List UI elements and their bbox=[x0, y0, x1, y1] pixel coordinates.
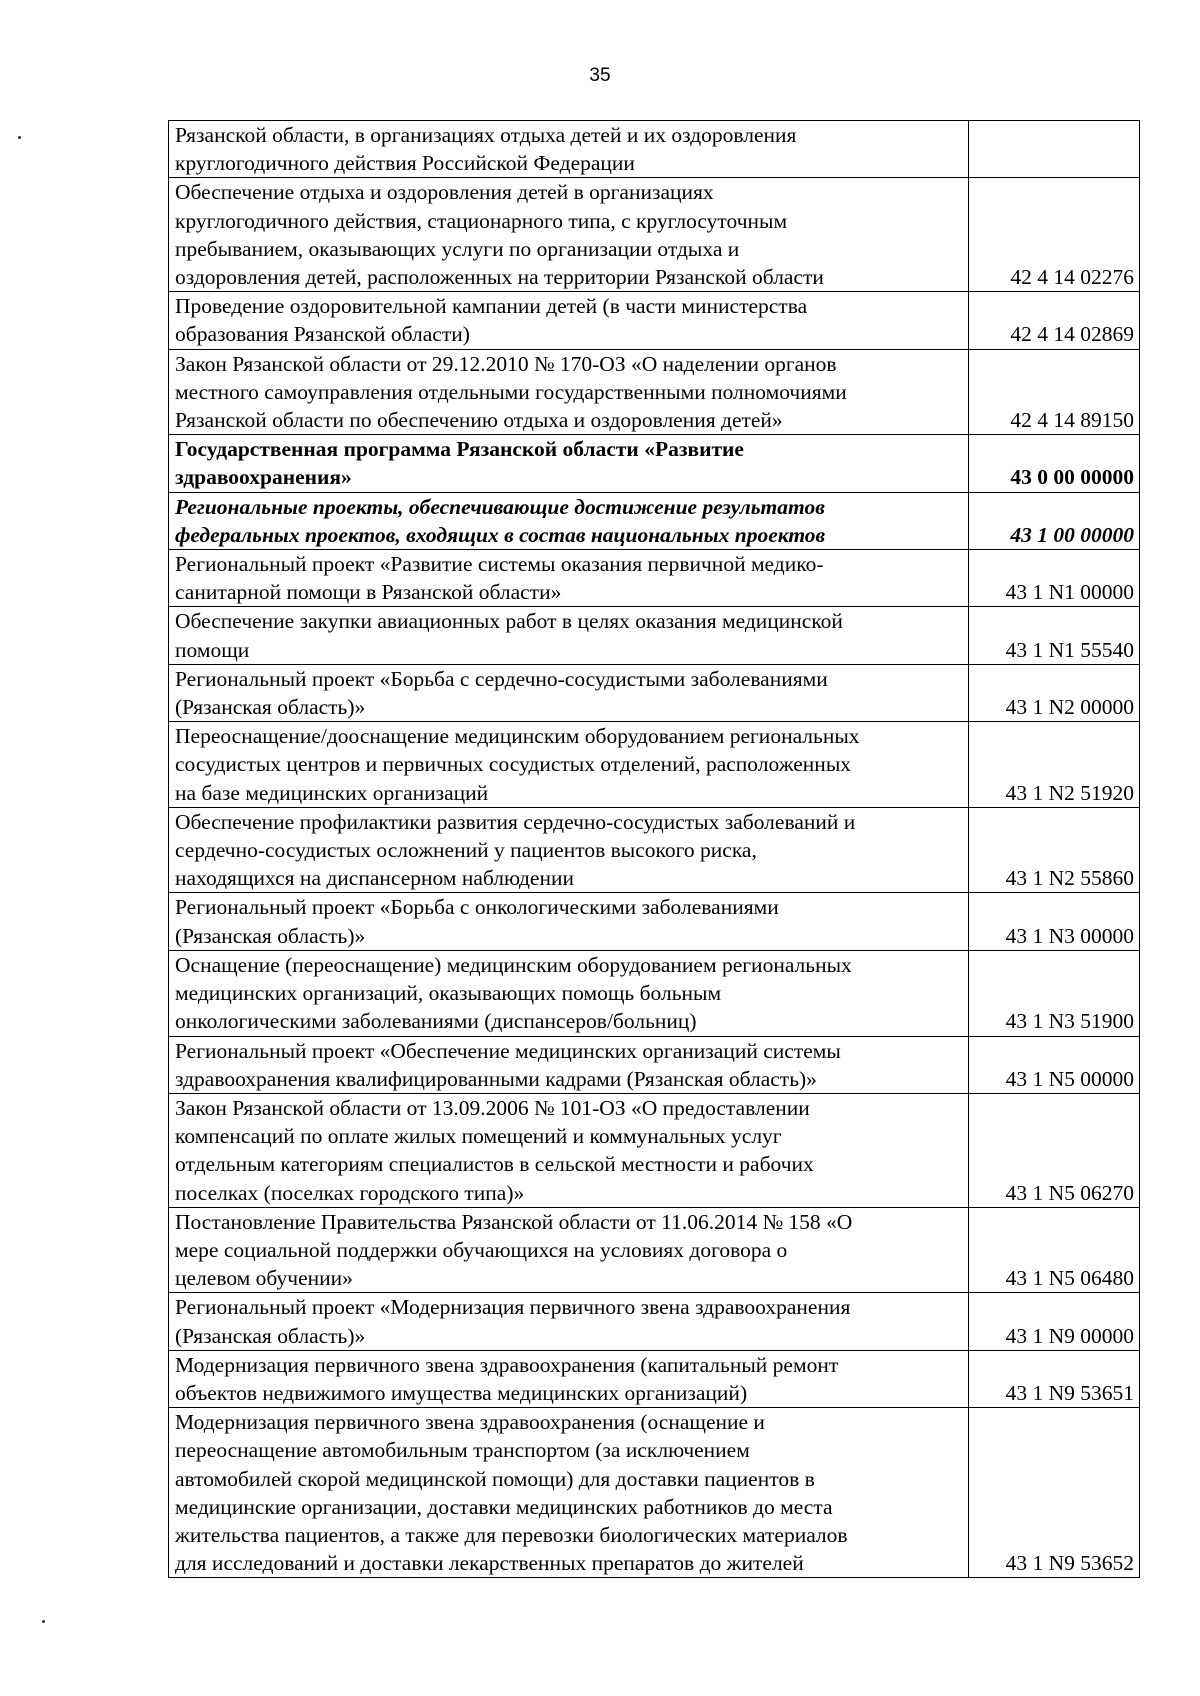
classification-code: 43 1 N1 55540 bbox=[969, 607, 1140, 664]
expense-name: Региональные проекты, обеспечивающие достижение результатов федеральных проектов, входящих в состав национальных проектов bbox=[175, 494, 826, 547]
table-row bbox=[169, 1350, 1140, 1407]
expense-name-cell bbox=[169, 435, 969, 492]
expense-name-cell bbox=[169, 1036, 969, 1093]
table-row bbox=[169, 1093, 1140, 1207]
classification-code: 43 0 00 00000 bbox=[969, 435, 1140, 492]
expense-name-cell bbox=[169, 1350, 969, 1407]
expense-name-cell bbox=[169, 722, 969, 808]
table-body bbox=[169, 121, 1140, 1578]
table-row bbox=[169, 550, 1140, 607]
table-row bbox=[169, 664, 1140, 721]
expense-name-cell bbox=[169, 550, 969, 607]
classification-code: 43 1 N9 53651 bbox=[969, 1350, 1140, 1407]
table-row bbox=[169, 893, 1140, 950]
expense-name-cell bbox=[169, 1207, 969, 1293]
table-row bbox=[169, 292, 1140, 349]
classification-code: 43 1 N9 00000 bbox=[969, 1293, 1140, 1350]
expense-name-cell bbox=[169, 1293, 969, 1350]
table-row bbox=[169, 1207, 1140, 1293]
expense-name: Модернизация первичного звена здравоохранения (оснащение и переоснащение автомобильным транспортом (за исключением автомобилей скорой медицинской помощи) для доставки пациентов в медицинские организации, доставки медицинских работников до места жительства пациентов, а также для перевозки биологических материалов для исследований и доставки лекарственных препаратов до жителей bbox=[175, 1410, 848, 1576]
classification-code: 43 1 N1 00000 bbox=[969, 550, 1140, 607]
expense-name: Обеспечение отдыха и оздоровления детей в организациях круглогодичного действия, стационарного типа, с круглосуточным пребыванием, оказывающих услуги по организации отдыха и оздоровления детей, расположенных на территории Рязанской области bbox=[175, 180, 824, 290]
expense-name: Постановление Правительства Рязанской области от 11.06.2014 № 158 «О мере социальной поддержки обучающихся на условиях договора о целевом обучении» bbox=[175, 1209, 853, 1291]
expense-name: Модернизация первичного звена здравоохранения (капитальный ремонт объектов недвижимого имущества медицинских организаций) bbox=[175, 1352, 839, 1405]
classification-code: 42 4 14 89150 bbox=[969, 349, 1140, 435]
expense-name-cell bbox=[169, 121, 969, 178]
expense-name: Региональный проект «Борьба с сердечно-сосудистыми заболеваниями (Рязанская область)» bbox=[175, 666, 828, 720]
classification-code: 43 1 00 00000 bbox=[969, 492, 1140, 549]
classification-code: 43 1 N3 00000 bbox=[969, 893, 1140, 950]
classification-code: 43 1 N5 06480 bbox=[969, 1207, 1140, 1293]
classification-code: 43 1 N9 53652 bbox=[969, 1408, 1140, 1578]
expense-name-cell bbox=[169, 349, 969, 435]
expense-name-cell bbox=[169, 178, 969, 292]
table-row bbox=[169, 435, 1140, 492]
expense-name-cell bbox=[169, 807, 969, 893]
classification-code: 43 1 N5 06270 bbox=[969, 1093, 1140, 1207]
page-number: 35 bbox=[589, 65, 611, 86]
expense-name: Региональный проект «Модернизация первичного звена здравоохранения (Рязанская область)» bbox=[175, 1295, 851, 1348]
expense-name: Закон Рязанской области от 13.09.2006 № 101-ОЗ «О предоставлении компенсаций по оплате жилых помещений и коммунальных услуг отдельным категориям специалистов в сельской местности и рабочих поселках (поселках городского типа)» bbox=[175, 1095, 814, 1205]
expense-name: Обеспечение профилактики развития сердечно-сосудистых заболеваний и сердечно-сосудистых осложнений у пациентов высокого риска, находящихся на диспансерном наблюдении bbox=[175, 809, 856, 891]
scan-artifact-dot bbox=[42, 1620, 45, 1623]
classification-code: 43 1 N2 55860 bbox=[969, 807, 1140, 893]
expense-name-cell bbox=[169, 950, 969, 1036]
expense-name: Рязанской области, в организациях отдыха детей и их оздоровления круглогодичного действия Российской Федерации bbox=[175, 123, 797, 176]
expense-name: Оснащение (переоснащение) медицинским оборудованием региональных медицинских организаций, оказывающих помощь больным онкологическими заболеваниями (диспансеров/больниц) bbox=[175, 952, 852, 1034]
classification-code: 43 1 N5 00000 bbox=[969, 1036, 1140, 1093]
expense-name-cell bbox=[169, 1093, 969, 1207]
expense-name-cell bbox=[169, 292, 969, 349]
table-row bbox=[169, 950, 1140, 1036]
classification-code: 42 4 14 02276 bbox=[969, 178, 1140, 292]
table-row bbox=[169, 607, 1140, 664]
budget-classification-table bbox=[168, 120, 1140, 1578]
table-row bbox=[169, 349, 1140, 435]
table-row bbox=[169, 178, 1140, 292]
expense-name: Закон Рязанской области от 29.12.2010 № 170-ОЗ «О наделении органов местного самоуправления отдельными государственными полномочиями Рязанской области по обеспечению отдыха и оздоровления детей» bbox=[175, 351, 847, 433]
expense-name: Проведение оздоровительной кампании детей (в части министерства образования Рязанской области) bbox=[175, 294, 808, 347]
expense-name-cell bbox=[169, 607, 969, 664]
expense-name: Государственная программа Рязанской области «Развитие здравоохранения» bbox=[175, 437, 744, 490]
expense-name: Региональный проект «Обеспечение медицинских организаций системы здравоохранения квалифицированными кадрами (Рязанская область)» bbox=[175, 1038, 841, 1091]
table-row bbox=[169, 1036, 1140, 1093]
expense-name-cell bbox=[169, 893, 969, 950]
classification-code: 43 1 N2 00000 bbox=[969, 664, 1140, 721]
expense-name-cell bbox=[169, 664, 969, 721]
classification-code: 42 4 14 02869 bbox=[969, 292, 1140, 349]
expense-name-cell bbox=[169, 492, 969, 549]
table-row bbox=[169, 492, 1140, 549]
classification-code: 43 1 N2 51920 bbox=[969, 722, 1140, 808]
table-row bbox=[169, 807, 1140, 893]
expense-name: Обеспечение закупки авиационных работ в целях оказания медицинской помощи bbox=[175, 609, 843, 662]
table-row bbox=[169, 1408, 1140, 1578]
table-row bbox=[169, 722, 1140, 808]
expense-name: Переоснащение/дооснащение медицинским оборудованием региональных сосудистых центров и первичных сосудистых отделений, расположенных на базе медицинских организаций bbox=[175, 724, 860, 805]
expense-name-cell bbox=[169, 1408, 969, 1578]
table-row bbox=[169, 121, 1140, 178]
expense-name: Региональный проект «Развитие системы оказания первичной медико- санитарной помощи в Рязанской области» bbox=[175, 552, 824, 605]
expense-name: Региональный проект «Борьба с онкологическими заболеваниями (Рязанская область)» bbox=[175, 895, 779, 948]
scan-artifact-dot bbox=[18, 136, 21, 139]
classification-code: 43 1 N3 51900 bbox=[969, 950, 1140, 1036]
table-row bbox=[169, 1293, 1140, 1350]
classification-code bbox=[969, 121, 1140, 178]
